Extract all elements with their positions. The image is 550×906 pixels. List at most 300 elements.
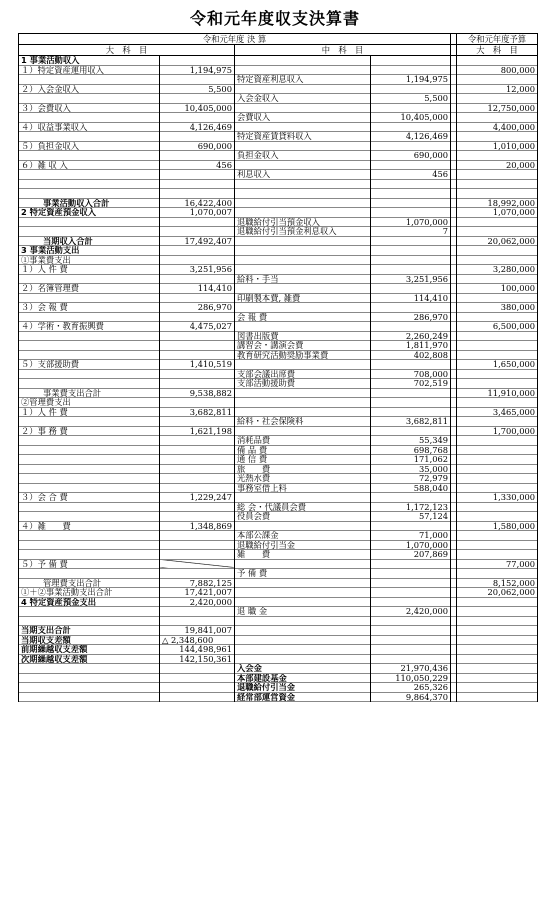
middle-amount-cell: [371, 635, 451, 645]
major-amount-cell: 1,070,007: [160, 208, 235, 218]
middle-amount-cell: [371, 141, 451, 151]
middle-item-cell: 入会金: [235, 664, 371, 674]
major-amount-cell: 17,492,407: [160, 236, 235, 246]
major-amount-cell: [160, 445, 235, 455]
middle-item-cell: 教育研究活動奨励事業費: [235, 350, 371, 360]
table-row: [19, 122, 538, 132]
table-row: [19, 550, 538, 560]
middle-item-cell: [235, 626, 371, 636]
middle-item-cell: 入会金収入: [235, 94, 371, 104]
major-amount-cell: [160, 56, 235, 66]
middle-amount-cell: 114,410: [371, 293, 451, 303]
major-amount-cell: [160, 569, 235, 579]
middle-amount-cell: 71,000: [371, 531, 451, 541]
major-amount-cell: [160, 94, 235, 104]
middle-item-cell: 会 報 費: [235, 312, 371, 322]
major-amount-cell: 690,000: [160, 141, 235, 151]
major-item-cell: [19, 512, 160, 522]
budget-amount-cell: [457, 683, 538, 693]
major-item-cell: [19, 94, 160, 104]
table-row: [19, 645, 538, 655]
major-item-cell: [19, 113, 160, 123]
major-amount-cell: [160, 540, 235, 550]
budget-amount-cell: 11,910,000: [457, 388, 538, 398]
major-amount-cell: 16,422,400: [160, 198, 235, 208]
major-amount-cell: [160, 369, 235, 379]
table-row: [19, 103, 538, 113]
major-item-cell: [19, 179, 160, 189]
major-item-cell: 次期繰越収支差額: [19, 654, 160, 664]
middle-amount-cell: [371, 56, 451, 66]
major-item-cell: [19, 664, 160, 674]
middle-amount-cell: [371, 645, 451, 655]
middle-amount-cell: 9,864,370: [371, 692, 451, 702]
table-row: [19, 293, 538, 303]
major-amount-cell: [160, 217, 235, 227]
middle-item-cell: [235, 654, 371, 664]
middle-item-cell: [235, 322, 371, 332]
middle-item-cell: [235, 141, 371, 151]
middle-amount-cell: [371, 521, 451, 531]
middle-item-cell: 印刷製本費, 雑費: [235, 293, 371, 303]
budget-amount-cell: [457, 246, 538, 256]
major-item-cell: ６）雑 収 入: [19, 160, 160, 170]
budget-amount-cell: [457, 654, 538, 664]
budget-amount-cell: [457, 369, 538, 379]
major-item-cell: [19, 616, 160, 626]
budget-amount-cell: 380,000: [457, 303, 538, 313]
table-row: [19, 369, 538, 379]
middle-amount-cell: 2,420,000: [371, 607, 451, 617]
middle-amount-cell: [371, 160, 451, 170]
major-amount-cell: [160, 417, 235, 427]
middle-item-cell: [235, 246, 371, 256]
budget-amount-cell: [457, 597, 538, 607]
major-amount-cell: [160, 502, 235, 512]
budget-amount-cell: [457, 512, 538, 522]
budget-amount-cell: [457, 94, 538, 104]
major-amount-cell: [160, 274, 235, 284]
middle-item-cell: 総 会・代議員会費: [235, 502, 371, 512]
major-amount-cell: 1,229,247: [160, 493, 235, 503]
budget-amount-cell: 1,650,000: [457, 360, 538, 370]
header-row-group: [19, 34, 538, 45]
major-item-cell: [19, 692, 160, 702]
middle-amount-cell: [371, 84, 451, 94]
major-amount-cell: 286,970: [160, 303, 235, 313]
budget-amount-cell: [457, 569, 538, 579]
middle-amount-cell: [371, 407, 451, 417]
budget-amount-cell: [457, 664, 538, 674]
table-row: [19, 141, 538, 151]
major-item-cell: １）特定資産運用収入: [19, 65, 160, 75]
middle-item-cell: 光熱水費: [235, 474, 371, 484]
middle-item-cell: [235, 360, 371, 370]
middle-amount-cell: 265,326: [371, 683, 451, 693]
table-row: [19, 189, 538, 199]
major-amount-cell: 3,251,956: [160, 265, 235, 275]
middle-item-cell: 特定資産賃貸料収入: [235, 132, 371, 142]
table-row: [19, 65, 538, 75]
budget-amount-cell: 100,000: [457, 284, 538, 294]
middle-amount-cell: [371, 246, 451, 256]
budget-amount-cell: 1,580,000: [457, 521, 538, 531]
middle-amount-cell: 2,260,249: [371, 331, 451, 341]
budget-amount-cell: 12,000: [457, 84, 538, 94]
major-amount-cell: [160, 179, 235, 189]
middle-amount-cell: 1,811,970: [371, 341, 451, 351]
middle-item-cell: [235, 597, 371, 607]
middle-item-cell: 通 信 費: [235, 455, 371, 465]
table-row: [19, 379, 538, 389]
middle-amount-cell: [371, 179, 451, 189]
major-item-cell: ①事業費支出: [19, 255, 160, 265]
table-row: [19, 626, 538, 636]
major-amount-cell: 1,410,519: [160, 360, 235, 370]
middle-item-cell: [235, 179, 371, 189]
major-item-cell: [19, 132, 160, 142]
middle-amount-cell: [371, 303, 451, 313]
major-amount-cell: [160, 379, 235, 389]
middle-item-cell: [235, 122, 371, 132]
budget-amount-cell: 77,000: [457, 559, 538, 569]
table-row: [19, 616, 538, 626]
major-item-cell: [19, 550, 160, 560]
budget-amount-cell: [457, 274, 538, 284]
major-item-cell: [19, 445, 160, 455]
table-row: [19, 512, 538, 522]
budget-amount-cell: [457, 350, 538, 360]
middle-item-cell: 備 品 費: [235, 445, 371, 455]
budget-amount-cell: 6,500,000: [457, 322, 538, 332]
table-row: [19, 56, 538, 66]
middle-item-cell: 講習会・講演会費: [235, 341, 371, 351]
table-row: [19, 75, 538, 85]
table-row: [19, 388, 538, 398]
table-row: [19, 208, 538, 218]
middle-amount-cell: 3,251,956: [371, 274, 451, 284]
major-item-cell: [19, 436, 160, 446]
major-item-cell: ３）会費収入: [19, 103, 160, 113]
middle-amount-cell: [371, 284, 451, 294]
budget-amount-cell: [457, 132, 538, 142]
major-item-cell: 事業活動収入合計: [19, 198, 160, 208]
table-row: [19, 236, 538, 246]
middle-item-cell: 役員会費: [235, 512, 371, 522]
middle-item-cell: 退 職 金: [235, 607, 371, 617]
middle-amount-cell: [371, 103, 451, 113]
major-item-cell: ４）学術・教育振興費: [19, 322, 160, 332]
major-amount-cell: 9,538,882: [160, 388, 235, 398]
middle-item-cell: 支部会議出席費: [235, 369, 371, 379]
budget-table: [18, 33, 538, 702]
middle-amount-cell: 3,682,811: [371, 417, 451, 427]
middle-item-cell: 給料・社会保険料: [235, 417, 371, 427]
major-amount-cell: [160, 464, 235, 474]
middle-amount-cell: 1,194,975: [371, 75, 451, 85]
budget-amount-cell: 8,152,000: [457, 578, 538, 588]
table-row: [19, 607, 538, 617]
middle-item-cell: [235, 588, 371, 598]
major-amount-cell: [160, 350, 235, 360]
major-item-cell: [19, 474, 160, 484]
middle-amount-cell: 690,000: [371, 151, 451, 161]
major-amount-cell: [160, 398, 235, 408]
middle-item-cell: 会費収入: [235, 113, 371, 123]
major-item-cell: 当期収入合計: [19, 236, 160, 246]
major-amount-cell: [160, 616, 235, 626]
major-amount-cell: [160, 312, 235, 322]
major-item-cell: [19, 217, 160, 227]
budget-amount-cell: [457, 151, 538, 161]
major-amount-cell: [160, 170, 235, 180]
header-row-columns: [19, 45, 538, 56]
middle-amount-cell: 21,970,436: [371, 664, 451, 674]
budget-amount-cell: [457, 616, 538, 626]
middle-item-cell: 消耗品費: [235, 436, 371, 446]
table-row: [19, 284, 538, 294]
middle-amount-cell: 10,405,000: [371, 113, 451, 123]
major-item-cell: [19, 170, 160, 180]
table-row: [19, 312, 538, 322]
major-item-cell: ４）雑 費: [19, 521, 160, 531]
table-row: [19, 303, 538, 313]
table-row: [19, 94, 538, 104]
middle-amount-cell: 702,519: [371, 379, 451, 389]
budget-amount-cell: [457, 436, 538, 446]
middle-item-cell: [235, 284, 371, 294]
middle-amount-cell: [371, 654, 451, 664]
budget-amount-cell: [457, 217, 538, 227]
budget-amount-cell: [457, 455, 538, 465]
middle-item-cell: 経常部運営資金: [235, 692, 371, 702]
middle-amount-cell: 402,808: [371, 350, 451, 360]
table-row: [19, 531, 538, 541]
table-row: [19, 426, 538, 436]
table-row: [19, 692, 538, 702]
major-amount-cell: [160, 293, 235, 303]
major-amount-cell: [160, 559, 235, 569]
major-amount-cell: 5,500: [160, 84, 235, 94]
middle-item-cell: [235, 84, 371, 94]
major-amount-cell: 3,682,811: [160, 407, 235, 417]
table-row: [19, 445, 538, 455]
table-row: [19, 113, 538, 123]
table-row: [19, 664, 538, 674]
middle-amount-cell: 35,000: [371, 464, 451, 474]
major-amount-cell: [160, 683, 235, 693]
major-item-cell: ２）事 務 費: [19, 426, 160, 436]
major-amount-cell: [160, 436, 235, 446]
middle-item-cell: [235, 616, 371, 626]
middle-item-cell: 退職給付引当預金利息収入: [235, 227, 371, 237]
budget-amount-cell: [457, 531, 538, 541]
table-row: [19, 464, 538, 474]
middle-item-cell: [235, 189, 371, 199]
budget-amount-cell: 20,000: [457, 160, 538, 170]
major-item-cell: ①＋②事業活動支出合計: [19, 588, 160, 598]
major-item-cell: ２）入会金収入: [19, 84, 160, 94]
major-item-cell: ３）会 合 費: [19, 493, 160, 503]
major-amount-cell: 1,621,198: [160, 426, 235, 436]
major-amount-cell: [160, 550, 235, 560]
major-item-cell: 管理費支出合計: [19, 578, 160, 588]
major-item-cell: ５）支部援助費: [19, 360, 160, 370]
budget-amount-cell: 1,070,000: [457, 208, 538, 218]
table-row: [19, 322, 538, 332]
budget-amount-cell: [457, 464, 538, 474]
header-major: 大 科 目: [19, 45, 235, 56]
table-row: [19, 597, 538, 607]
budget-amount-cell: [457, 445, 538, 455]
major-item-cell: [19, 350, 160, 360]
budget-amount-cell: 18,992,000: [457, 198, 538, 208]
middle-item-cell: 負担金収入: [235, 151, 371, 161]
major-amount-cell: [160, 75, 235, 85]
middle-amount-cell: 4,126,469: [371, 132, 451, 142]
middle-amount-cell: 708,000: [371, 369, 451, 379]
middle-item-cell: 本部公課金: [235, 531, 371, 541]
middle-amount-cell: [371, 265, 451, 275]
middle-amount-cell: 456: [371, 170, 451, 180]
middle-item-cell: [235, 160, 371, 170]
major-item-cell: [19, 417, 160, 427]
budget-amount-cell: 20,062,000: [457, 236, 538, 246]
middle-item-cell: [235, 388, 371, 398]
middle-amount-cell: [371, 597, 451, 607]
middle-item-cell: [235, 265, 371, 275]
major-amount-cell: 17,421,007: [160, 588, 235, 598]
major-amount-cell: [160, 189, 235, 199]
major-amount-cell: [160, 483, 235, 493]
middle-amount-cell: [371, 616, 451, 626]
middle-amount-cell: 72,979: [371, 474, 451, 484]
middle-amount-cell: [371, 398, 451, 408]
middle-item-cell: [235, 635, 371, 645]
major-item-cell: [19, 531, 160, 541]
major-amount-cell: 456: [160, 160, 235, 170]
middle-amount-cell: 207,869: [371, 550, 451, 560]
table-row: [19, 654, 538, 664]
major-amount-cell: [160, 246, 235, 256]
budget-amount-cell: [457, 293, 538, 303]
middle-amount-cell: [371, 426, 451, 436]
major-amount-cell: [160, 227, 235, 237]
middle-item-cell: [235, 521, 371, 531]
middle-item-cell: 退職給付引当預金収入: [235, 217, 371, 227]
major-item-cell: 事業費支出合計: [19, 388, 160, 398]
table-row: [19, 331, 538, 341]
middle-amount-cell: [371, 626, 451, 636]
budget-amount-cell: [457, 607, 538, 617]
table-row: [19, 84, 538, 94]
middle-amount-cell: [371, 122, 451, 132]
major-item-cell: [19, 274, 160, 284]
budget-amount-cell: [457, 540, 538, 550]
middle-item-cell: [235, 578, 371, 588]
table-row: [19, 455, 538, 465]
header-budget-major: 大 科 目: [457, 45, 538, 56]
budget-amount-cell: [457, 379, 538, 389]
major-item-cell: 3 事業活動支出: [19, 246, 160, 256]
middle-item-cell: [235, 236, 371, 246]
major-item-cell: 当期収支差額: [19, 635, 160, 645]
major-item-cell: [19, 331, 160, 341]
budget-amount-cell: [457, 56, 538, 66]
middle-amount-cell: 286,970: [371, 312, 451, 322]
table-row: [19, 502, 538, 512]
budget-amount-cell: [457, 550, 538, 560]
table-row: [19, 350, 538, 360]
budget-amount-cell: [457, 692, 538, 702]
middle-amount-cell: 110,050,229: [371, 673, 451, 683]
budget-amount-cell: [457, 189, 538, 199]
table-row: [19, 217, 538, 227]
table-row: [19, 255, 538, 265]
table-row: [19, 170, 538, 180]
major-amount-cell: [160, 512, 235, 522]
middle-amount-cell: [371, 388, 451, 398]
major-item-cell: ３）会 報 費: [19, 303, 160, 313]
major-item-cell: [19, 455, 160, 465]
middle-item-cell: [235, 303, 371, 313]
middle-item-cell: 本部建設基金: [235, 673, 371, 683]
middle-amount-cell: 1,172,123: [371, 502, 451, 512]
budget-amount-cell: [457, 227, 538, 237]
major-amount-cell: [160, 132, 235, 142]
major-item-cell: 前期繰越収支差額: [19, 645, 160, 655]
table-row: [19, 198, 538, 208]
major-item-cell: 4 特定資産預金支出: [19, 597, 160, 607]
major-amount-cell: [160, 255, 235, 265]
middle-amount-cell: 698,768: [371, 445, 451, 455]
major-amount-cell: 1,348,869: [160, 521, 235, 531]
table-row: [19, 398, 538, 408]
table-row: [19, 635, 538, 645]
table-row: [19, 474, 538, 484]
budget-amount-cell: [457, 398, 538, 408]
middle-item-cell: [235, 645, 371, 655]
major-amount-cell: [160, 331, 235, 341]
budget-amount-cell: [457, 474, 538, 484]
middle-amount-cell: [371, 493, 451, 503]
major-item-cell: [19, 341, 160, 351]
table-row: [19, 360, 538, 370]
middle-item-cell: [235, 198, 371, 208]
middle-amount-cell: 55,349: [371, 436, 451, 446]
table-row: [19, 521, 538, 531]
major-amount-cell: 2,420,000: [160, 597, 235, 607]
middle-amount-cell: [371, 322, 451, 332]
budget-amount-cell: 20,062,000: [457, 588, 538, 598]
major-amount-cell: [160, 151, 235, 161]
major-item-cell: [19, 483, 160, 493]
table-row: [19, 683, 538, 693]
budget-amount-cell: [457, 341, 538, 351]
table-row: [19, 569, 538, 579]
middle-amount-cell: 588,040: [371, 483, 451, 493]
major-item-cell: [19, 151, 160, 161]
middle-item-cell: 支部活動援助費: [235, 379, 371, 389]
middle-item-cell: [235, 103, 371, 113]
middle-item-cell: [235, 398, 371, 408]
table-row: [19, 227, 538, 237]
major-item-cell: １）人 件 費: [19, 265, 160, 275]
middle-amount-cell: 1,070,000: [371, 217, 451, 227]
major-item-cell: [19, 464, 160, 474]
middle-amount-cell: [371, 198, 451, 208]
middle-amount-cell: [371, 559, 451, 569]
